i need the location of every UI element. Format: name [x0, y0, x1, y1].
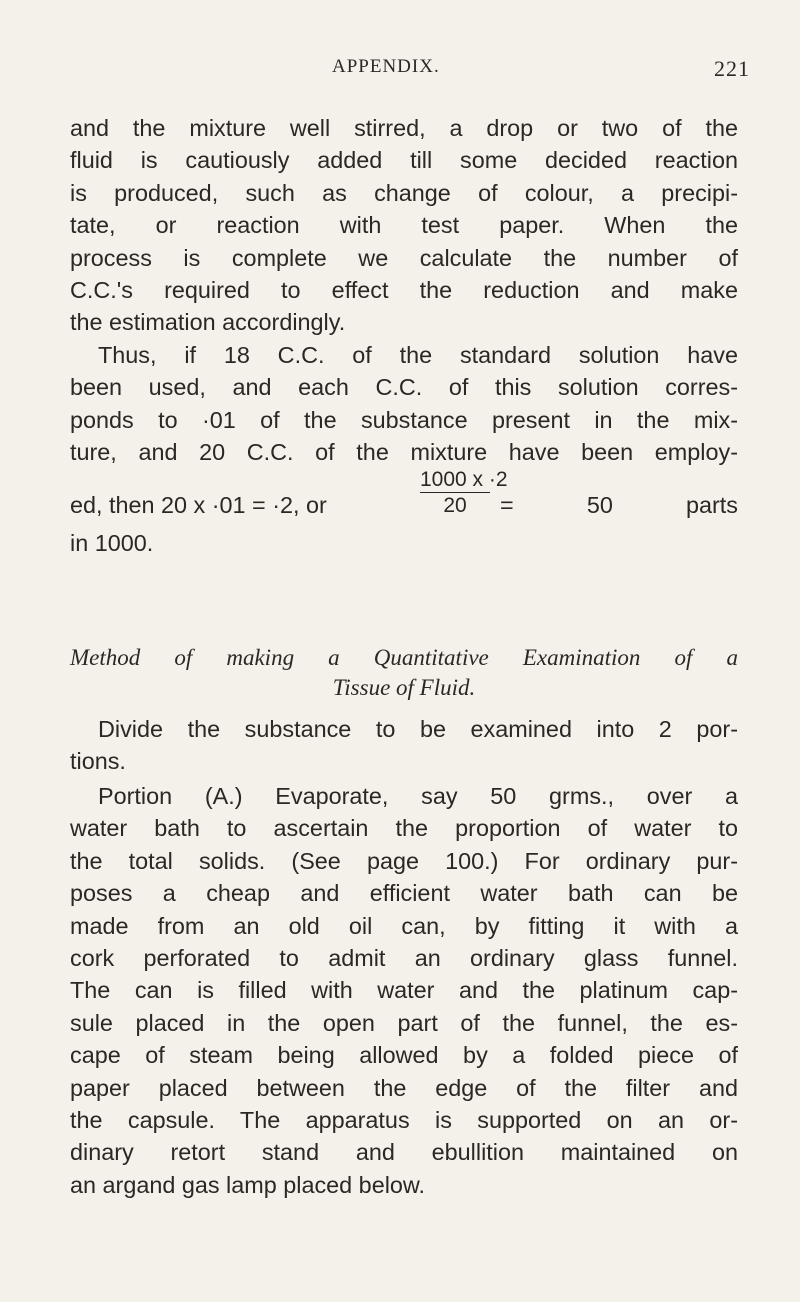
page-header	[150, 56, 750, 86]
text-line: water bath to ascertain the proportion of water to	[70, 815, 738, 842]
text-line: the estimation accordingly.	[70, 309, 346, 336]
text-line: The can is filled with water and the platinum cap-	[70, 977, 738, 1004]
fraction	[420, 467, 508, 517]
formula-right: = 50 parts	[500, 491, 738, 518]
page-number: 221	[714, 56, 750, 81]
paragraph-divide	[70, 713, 738, 778]
text-line: paper placed between the edge of the filter and	[70, 1074, 738, 1101]
text-line: poses a cheap and efficient water bath can be	[70, 880, 738, 907]
section-heading-line-1: Method of making a Quantitative Examination of a	[70, 645, 738, 670]
text-line: fluid is cautiously added till some decided reaction	[70, 147, 738, 174]
formula-left: ed, then 20 x ·01 = ·2, or	[70, 491, 327, 518]
section-heading-line-2: Tissue of Fluid.	[332, 675, 476, 700]
text-line: C.C.'s required to effect the reduction and make	[70, 276, 738, 303]
text-line: been used, and each C.C. of this solution corres-	[70, 374, 738, 401]
text-line: cork perforated to admit an ordinary glass funnel.	[70, 944, 738, 971]
text-line: an argand gas lamp placed below.	[70, 1171, 426, 1198]
text-line: Divide the substance to be examined into 2 por-	[98, 716, 738, 742]
text-line: Thus, if 18 C.C. of the standard solution have	[98, 342, 738, 368]
text-line: the capsule. The apparatus is supported on an or-	[70, 1106, 738, 1133]
paragraph-continuation	[70, 112, 738, 339]
paragraph-portion-a	[70, 780, 738, 1201]
text-line: the total solids. (See page 100.) For ordinary pur-	[70, 847, 738, 874]
text-line: ture, and 20 C.C. of the mixture have been employ-	[70, 439, 738, 466]
text-line: ponds to ·01 of the substance present in the mix-	[70, 406, 738, 433]
text-line: cape of steam being allowed by a folded piece of	[70, 1042, 738, 1069]
text-line: made from an old oil can, by fitting it with a	[70, 912, 738, 939]
text-line: dinary retort stand and ebullition maintained on	[70, 1139, 738, 1166]
section-heading	[70, 643, 738, 703]
running-title: APPENDIX.	[332, 56, 440, 77]
text-line: tions.	[70, 748, 126, 775]
fraction-numerator: 1000 x ·2	[420, 467, 508, 491]
paragraph-example	[70, 339, 738, 559]
text-line: process is complete we calculate the number of	[70, 244, 738, 271]
text-line: in 1000.	[70, 529, 154, 556]
fraction-denominator: 20	[443, 493, 467, 517]
text-line: and the mixture well stirred, a drop or two of the	[70, 115, 738, 141]
text-line: tate, or reaction with test paper. When the	[70, 212, 738, 239]
text-line: is produced, such as change of colour, a precipi-	[70, 179, 738, 206]
text-line: sule placed in the open part of the funnel, the es-	[70, 1009, 738, 1036]
formula-line	[70, 469, 738, 527]
text-line: Portion (A.) Evaporate, say 50 grms., over a	[98, 783, 738, 809]
